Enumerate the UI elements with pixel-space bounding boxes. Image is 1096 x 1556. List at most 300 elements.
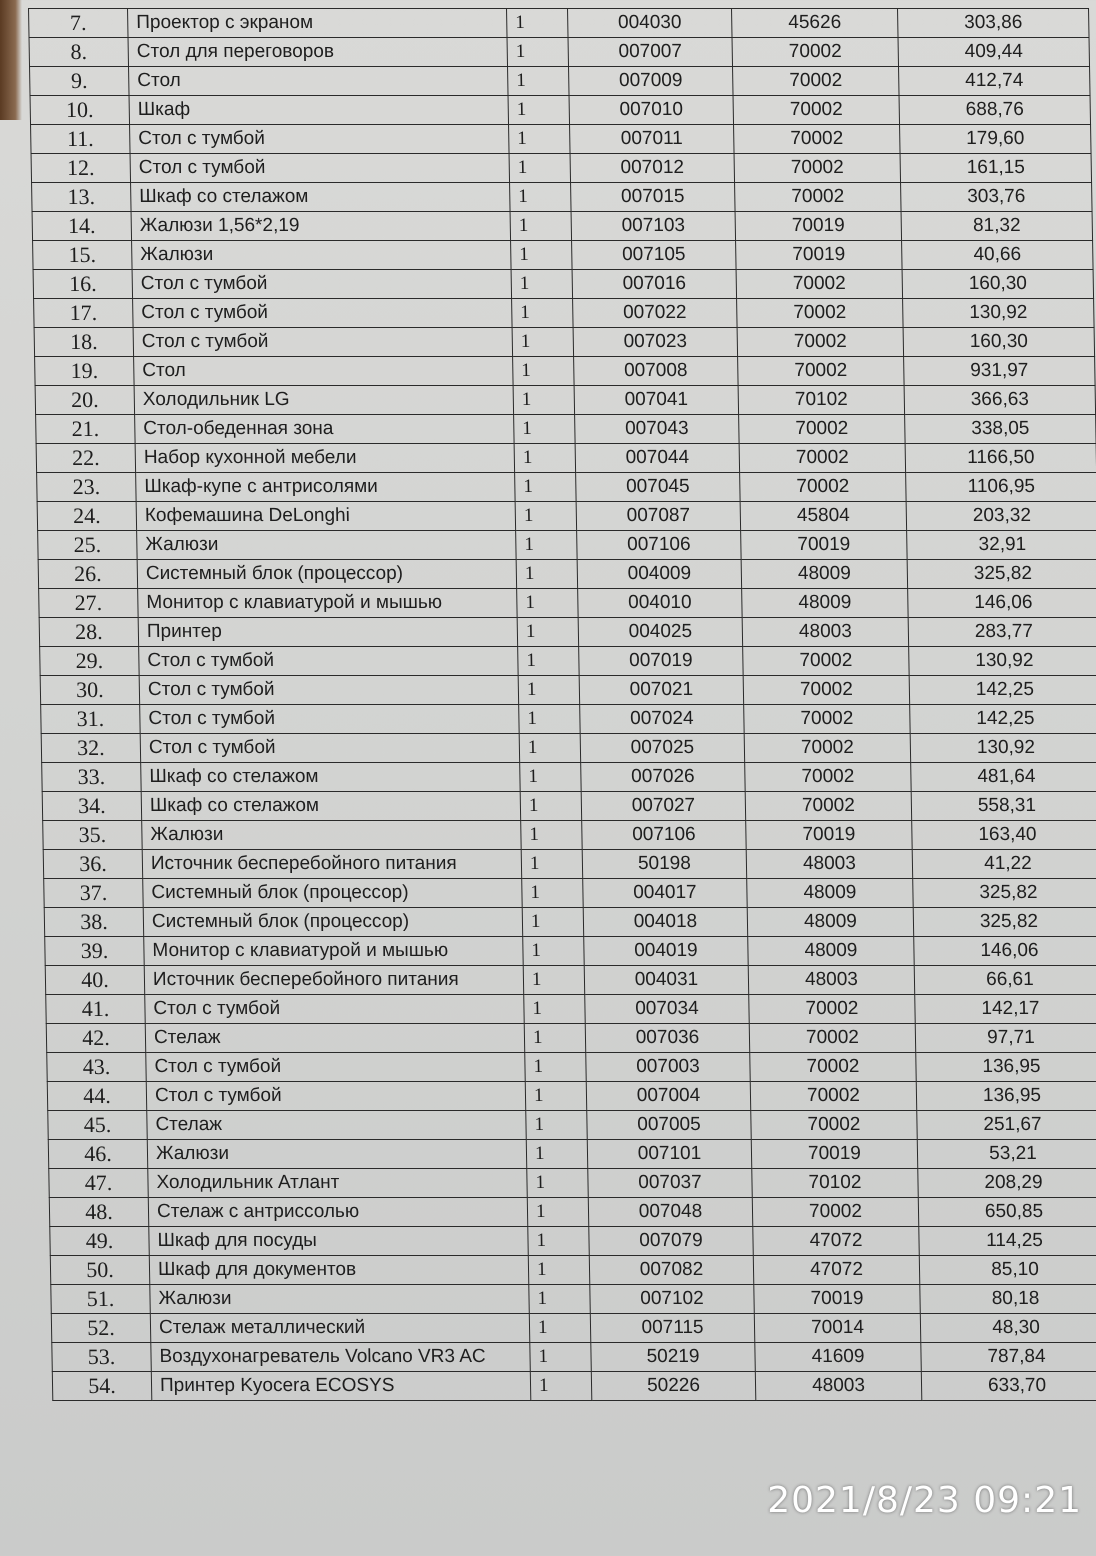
inventory-number: 007103 — [571, 212, 736, 241]
quantity: 1 — [512, 328, 574, 357]
value: 97,71 — [915, 1024, 1096, 1053]
account-code: 70002 — [733, 67, 900, 96]
inventory-number: 007102 — [590, 1285, 755, 1314]
item-name: Стол с тумбой — [146, 1053, 526, 1082]
table-row — [43, 850, 1096, 879]
row-number: 30. — [40, 676, 140, 705]
table-row — [40, 647, 1096, 676]
item-name: Жалюзи — [150, 1285, 530, 1314]
account-code: 48009 — [748, 937, 915, 966]
inventory-number: 007106 — [577, 531, 742, 560]
value: 136,95 — [916, 1082, 1096, 1111]
account-code: 70002 — [735, 183, 902, 212]
value: 366,63 — [904, 386, 1096, 415]
row-number: 16. — [33, 270, 133, 299]
account-code: 70102 — [752, 1169, 919, 1198]
inventory-number: 007115 — [590, 1314, 755, 1343]
value: 81,32 — [901, 212, 1093, 241]
inventory-number: 007036 — [585, 1024, 750, 1053]
quantity: 1 — [521, 850, 583, 879]
account-code: 48003 — [748, 966, 915, 995]
account-code: 47072 — [753, 1256, 920, 1285]
quantity: 1 — [529, 1314, 591, 1343]
row-number: 14. — [32, 212, 132, 241]
inventory-number: 007041 — [574, 386, 739, 415]
account-code: 70002 — [749, 995, 916, 1024]
inventory-number: 007016 — [572, 270, 737, 299]
account-code: 70002 — [743, 647, 910, 676]
table-row — [52, 1343, 1096, 1372]
value: 481,64 — [911, 763, 1096, 792]
row-number: 10. — [30, 96, 130, 125]
row-number: 42. — [46, 1024, 146, 1053]
quantity: 1 — [516, 531, 578, 560]
inventory-number: 004010 — [578, 589, 743, 618]
quantity: 1 — [511, 241, 573, 270]
value: 130,92 — [909, 647, 1096, 676]
quantity: 1 — [527, 1169, 589, 1198]
quantity: 1 — [520, 792, 582, 821]
table-row — [51, 1314, 1096, 1343]
quantity: 1 — [520, 763, 582, 792]
value: 558,31 — [911, 792, 1096, 821]
row-number: 41. — [46, 995, 146, 1024]
item-name: Стол с тумбой — [132, 270, 512, 299]
value: 338,05 — [905, 415, 1096, 444]
item-name: Шкаф — [129, 96, 509, 125]
item-name: Стол с тумбой — [133, 328, 513, 357]
account-code: 70019 — [754, 1285, 921, 1314]
value: 160,30 — [903, 328, 1095, 357]
value: 203,32 — [906, 502, 1096, 531]
value: 650,85 — [918, 1198, 1096, 1227]
account-code: 70002 — [745, 763, 912, 792]
quantity: 1 — [519, 734, 581, 763]
inventory-number: 004019 — [584, 937, 749, 966]
value: 130,92 — [910, 734, 1096, 763]
photo-edge — [0, 0, 22, 120]
quantity: 1 — [509, 154, 571, 183]
item-name: Стол — [129, 67, 509, 96]
row-number: 22. — [36, 444, 136, 473]
row-number: 46. — [48, 1140, 148, 1169]
value: 409,44 — [898, 38, 1090, 67]
inventory-number: 007106 — [582, 821, 747, 850]
quantity: 1 — [514, 415, 576, 444]
inventory-number: 007011 — [570, 125, 735, 154]
table-row — [46, 1024, 1096, 1053]
table-row — [44, 879, 1096, 908]
value: 32,91 — [907, 531, 1096, 560]
item-name: Стелаж — [145, 1024, 525, 1053]
inventory-number: 007005 — [587, 1111, 752, 1140]
account-code: 48009 — [747, 908, 914, 937]
quantity: 1 — [513, 386, 575, 415]
value: 931,97 — [904, 357, 1096, 386]
row-number: 26. — [38, 560, 138, 589]
item-name: Проектор с экраном — [128, 9, 508, 38]
row-number: 33. — [42, 763, 142, 792]
item-name: Стол с тумбой — [146, 1082, 526, 1111]
table-row — [48, 1111, 1096, 1140]
item-name: Шкаф со стелажом — [141, 792, 521, 821]
quantity: 1 — [522, 879, 584, 908]
quantity: 1 — [528, 1227, 590, 1256]
item-name: Принтер — [138, 618, 518, 647]
row-number: 44. — [47, 1082, 147, 1111]
quantity: 1 — [512, 299, 574, 328]
item-name: Стол-обеденная зона — [135, 415, 515, 444]
table-row — [32, 212, 1093, 241]
table-row — [31, 154, 1092, 183]
quantity: 1 — [515, 473, 577, 502]
item-name: Стол — [134, 357, 514, 386]
quantity: 1 — [514, 444, 576, 473]
quantity: 1 — [521, 821, 583, 850]
inventory-number: 007079 — [589, 1227, 754, 1256]
account-code: 70002 — [750, 1082, 917, 1111]
inventory-number: 50219 — [591, 1343, 756, 1372]
value: 161,15 — [900, 154, 1092, 183]
row-number: 27. — [39, 589, 139, 618]
value: 48,30 — [920, 1314, 1096, 1343]
value: 303,76 — [901, 183, 1093, 212]
value: 130,92 — [903, 299, 1095, 328]
account-code: 70019 — [735, 212, 902, 241]
inventory-number: 007004 — [586, 1082, 751, 1111]
quantity: 1 — [518, 647, 580, 676]
item-name: Источник бесперебойного питания — [144, 966, 524, 995]
item-name: Системный блок (процессор) — [137, 560, 517, 589]
quantity: 1 — [515, 502, 577, 531]
row-number: 20. — [35, 386, 135, 415]
value: 1106,95 — [906, 473, 1096, 502]
value: 142,25 — [909, 676, 1096, 705]
table-row — [48, 1140, 1096, 1169]
table-row — [50, 1227, 1096, 1256]
row-number: 54. — [52, 1372, 152, 1401]
row-number: 8. — [29, 38, 129, 67]
table-row — [35, 357, 1096, 386]
item-name: Шкаф со стелажом — [131, 183, 511, 212]
item-name: Монитор с клавиатурой и мышью — [138, 589, 518, 618]
quantity: 1 — [525, 1082, 587, 1111]
table-row — [47, 1082, 1096, 1111]
item-name: Стол с тумбой — [145, 995, 525, 1024]
value: 40,66 — [902, 241, 1094, 270]
account-code: 48003 — [742, 618, 909, 647]
inventory-number: 007015 — [571, 183, 736, 212]
quantity: 1 — [519, 705, 581, 734]
account-code: 70019 — [741, 531, 908, 560]
inventory-number: 007003 — [586, 1053, 751, 1082]
account-code: 70002 — [743, 676, 910, 705]
quantity: 1 — [526, 1140, 588, 1169]
inventory-number: 007010 — [569, 96, 734, 125]
row-number: 35. — [43, 821, 143, 850]
value: 688,76 — [899, 96, 1091, 125]
quantity: 1 — [516, 560, 578, 589]
item-name: Стол для переговоров — [128, 38, 508, 67]
row-number: 25. — [38, 531, 138, 560]
account-code: 70002 — [734, 125, 901, 154]
account-code: 70002 — [739, 415, 906, 444]
account-code: 45804 — [740, 502, 907, 531]
row-number: 48. — [49, 1198, 149, 1227]
value: 325,82 — [913, 879, 1096, 908]
account-code: 70002 — [732, 38, 899, 67]
inventory-number: 007012 — [570, 154, 735, 183]
account-code: 70002 — [744, 734, 911, 763]
row-number: 52. — [51, 1314, 151, 1343]
table-row — [42, 792, 1096, 821]
value: 160,30 — [902, 270, 1094, 299]
quantity: 1 — [528, 1256, 590, 1285]
quantity: 1 — [517, 589, 579, 618]
item-name: Системный блок (процессор) — [143, 879, 523, 908]
item-name: Шкаф-купе с антрисолями — [136, 473, 516, 502]
account-code: 70002 — [744, 705, 911, 734]
account-code: 48003 — [755, 1372, 922, 1401]
inventory-number: 007043 — [575, 415, 740, 444]
row-number: 38. — [44, 908, 144, 937]
value: 66,61 — [914, 966, 1096, 995]
account-code: 70002 — [736, 270, 903, 299]
inventory-number: 007022 — [573, 299, 738, 328]
account-code: 70019 — [746, 821, 913, 850]
table-row — [34, 328, 1095, 357]
value: 80,18 — [920, 1285, 1096, 1314]
inventory-number: 007044 — [575, 444, 740, 473]
table-row — [51, 1285, 1096, 1314]
table-row — [35, 386, 1096, 415]
table-row — [38, 531, 1096, 560]
value: 53,21 — [917, 1140, 1096, 1169]
account-code: 70019 — [751, 1140, 918, 1169]
row-number: 31. — [41, 705, 141, 734]
item-name: Шкаф для посуды — [149, 1227, 529, 1256]
value: 142,17 — [915, 995, 1096, 1024]
item-name: Жалюзи 1,56*2,19 — [131, 212, 511, 241]
table-row — [34, 299, 1095, 328]
quantity: 1 — [507, 9, 569, 38]
table-row — [39, 618, 1096, 647]
quantity: 1 — [517, 618, 579, 647]
table-row — [29, 9, 1090, 38]
value: 114,25 — [919, 1227, 1096, 1256]
value: 283,77 — [908, 618, 1096, 647]
item-name: Стол с тумбой — [133, 299, 513, 328]
inventory-number: 004018 — [583, 908, 748, 937]
item-name: Стол с тумбой — [139, 676, 519, 705]
quantity: 1 — [508, 96, 570, 125]
row-number: 39. — [45, 937, 145, 966]
inventory-number: 007019 — [579, 647, 744, 676]
inventory-number: 007009 — [569, 67, 734, 96]
item-name: Принтер Kyocera ECOSYS — [151, 1372, 531, 1401]
quantity: 1 — [527, 1198, 589, 1227]
account-code: 48003 — [746, 850, 913, 879]
value: 163,40 — [912, 821, 1096, 850]
row-number: 12. — [31, 154, 131, 183]
row-number: 7. — [29, 9, 129, 38]
table-row — [41, 734, 1096, 763]
quantity: 1 — [508, 67, 570, 96]
table-row — [47, 1053, 1096, 1082]
row-number: 43. — [47, 1053, 147, 1082]
table-row — [45, 937, 1096, 966]
table-row — [49, 1198, 1096, 1227]
table-row — [41, 705, 1096, 734]
inventory-number: 50198 — [582, 850, 747, 879]
inventory-number: 007025 — [580, 734, 745, 763]
inventory-number: 007037 — [588, 1169, 753, 1198]
item-name: Холодильник LG — [134, 386, 514, 415]
quantity: 1 — [525, 1053, 587, 1082]
value: 325,82 — [907, 560, 1096, 589]
item-name: Стол с тумбой — [130, 125, 510, 154]
inventory-number: 007045 — [576, 473, 741, 502]
account-code: 70002 — [737, 328, 904, 357]
quantity: 1 — [529, 1285, 591, 1314]
table-row — [30, 67, 1091, 96]
row-number: 53. — [52, 1343, 152, 1372]
table-row — [45, 966, 1096, 995]
quantity: 1 — [530, 1343, 592, 1372]
value: 146,06 — [908, 589, 1096, 618]
value: 633,70 — [921, 1372, 1096, 1401]
quantity: 1 — [524, 995, 586, 1024]
quantity: 1 — [513, 357, 575, 386]
inventory-number: 004009 — [577, 560, 742, 589]
value: 1166,50 — [905, 444, 1096, 473]
item-name: Жалюзи — [132, 241, 512, 270]
value: 208,29 — [918, 1169, 1096, 1198]
inventory-number: 007101 — [587, 1140, 752, 1169]
item-name: Системный блок (процессор) — [143, 908, 523, 937]
table-row — [31, 125, 1092, 154]
value: 787,84 — [921, 1343, 1096, 1372]
item-name: Воздухонагреватель Volcano VR3 AC — [151, 1343, 531, 1372]
quantity: 1 — [523, 966, 585, 995]
row-number: 47. — [49, 1169, 149, 1198]
quantity: 1 — [523, 937, 585, 966]
row-number: 29. — [40, 647, 140, 676]
quantity: 1 — [530, 1372, 592, 1401]
row-number: 11. — [31, 125, 131, 154]
account-code: 48009 — [742, 589, 909, 618]
value: 412,74 — [899, 67, 1091, 96]
value: 146,06 — [914, 937, 1096, 966]
inventory-number: 007024 — [580, 705, 745, 734]
account-code: 48009 — [747, 879, 914, 908]
table-row — [38, 560, 1096, 589]
inventory-number: 007087 — [576, 502, 741, 531]
row-number: 28. — [39, 618, 139, 647]
account-code: 70002 — [740, 473, 907, 502]
item-name: Источник бесперебойного питания — [142, 850, 522, 879]
quantity: 1 — [526, 1111, 588, 1140]
table-row — [43, 821, 1096, 850]
inventory-number: 007023 — [573, 328, 738, 357]
value: 142,25 — [910, 705, 1096, 734]
row-number: 36. — [43, 850, 143, 879]
account-code: 48009 — [741, 560, 908, 589]
table-row — [40, 676, 1096, 705]
item-name: Монитор с клавиатурой и мышью — [144, 937, 524, 966]
value: 41,22 — [912, 850, 1096, 879]
account-code: 70002 — [733, 96, 900, 125]
table-row — [36, 415, 1096, 444]
inventory-number: 50226 — [591, 1372, 756, 1401]
table-row — [37, 473, 1096, 502]
inventory-number: 007007 — [568, 38, 733, 67]
account-code: 70002 — [750, 1053, 917, 1082]
item-name: Стол с тумбой — [139, 647, 519, 676]
photo-timestamp: 2021/8/23 09:21 — [767, 1480, 1082, 1521]
inventory-number: 004025 — [578, 618, 743, 647]
account-code: 70019 — [736, 241, 903, 270]
row-number: 40. — [45, 966, 145, 995]
quantity: 1 — [522, 908, 584, 937]
account-code: 70002 — [745, 792, 912, 821]
inventory-number: 007008 — [574, 357, 739, 386]
quantity: 1 — [507, 38, 569, 67]
quantity: 1 — [509, 125, 571, 154]
table-row — [36, 444, 1096, 473]
value: 303,86 — [898, 9, 1090, 38]
inventory-number: 007026 — [581, 763, 746, 792]
account-code: 70002 — [734, 154, 901, 183]
table-row — [33, 241, 1094, 270]
inventory-number: 007027 — [581, 792, 746, 821]
item-name: Шкаф для документов — [149, 1256, 529, 1285]
quantity: 1 — [510, 212, 572, 241]
row-number: 45. — [48, 1111, 148, 1140]
table-row — [37, 502, 1096, 531]
row-number: 37. — [44, 879, 144, 908]
table-row — [39, 589, 1096, 618]
item-name: Стелаж — [147, 1111, 527, 1140]
row-number: 17. — [34, 299, 134, 328]
item-name: Стелаж металлический — [150, 1314, 530, 1343]
row-number: 32. — [41, 734, 141, 763]
row-number: 13. — [32, 183, 132, 212]
row-number: 9. — [30, 67, 130, 96]
item-name: Жалюзи — [142, 821, 522, 850]
table-row — [42, 763, 1096, 792]
account-code: 70002 — [751, 1111, 918, 1140]
account-code: 70014 — [754, 1314, 921, 1343]
item-name: Стелаж с антриссолью — [148, 1198, 528, 1227]
row-number: 19. — [35, 357, 135, 386]
inventory-number: 004030 — [568, 9, 733, 38]
account-code: 70002 — [749, 1024, 916, 1053]
inventory-number: 004017 — [583, 879, 748, 908]
row-number: 49. — [50, 1227, 150, 1256]
row-number: 23. — [37, 473, 137, 502]
item-name: Стол с тумбой — [140, 734, 520, 763]
inventory-number: 007034 — [585, 995, 750, 1024]
row-number: 34. — [42, 792, 142, 821]
inventory-number: 007082 — [589, 1256, 754, 1285]
item-name: Шкаф со стелажом — [141, 763, 521, 792]
item-name: Жалюзи — [147, 1140, 527, 1169]
account-code: 70002 — [738, 357, 905, 386]
table-row — [33, 270, 1094, 299]
table-row — [44, 908, 1096, 937]
value: 179,60 — [900, 125, 1092, 154]
